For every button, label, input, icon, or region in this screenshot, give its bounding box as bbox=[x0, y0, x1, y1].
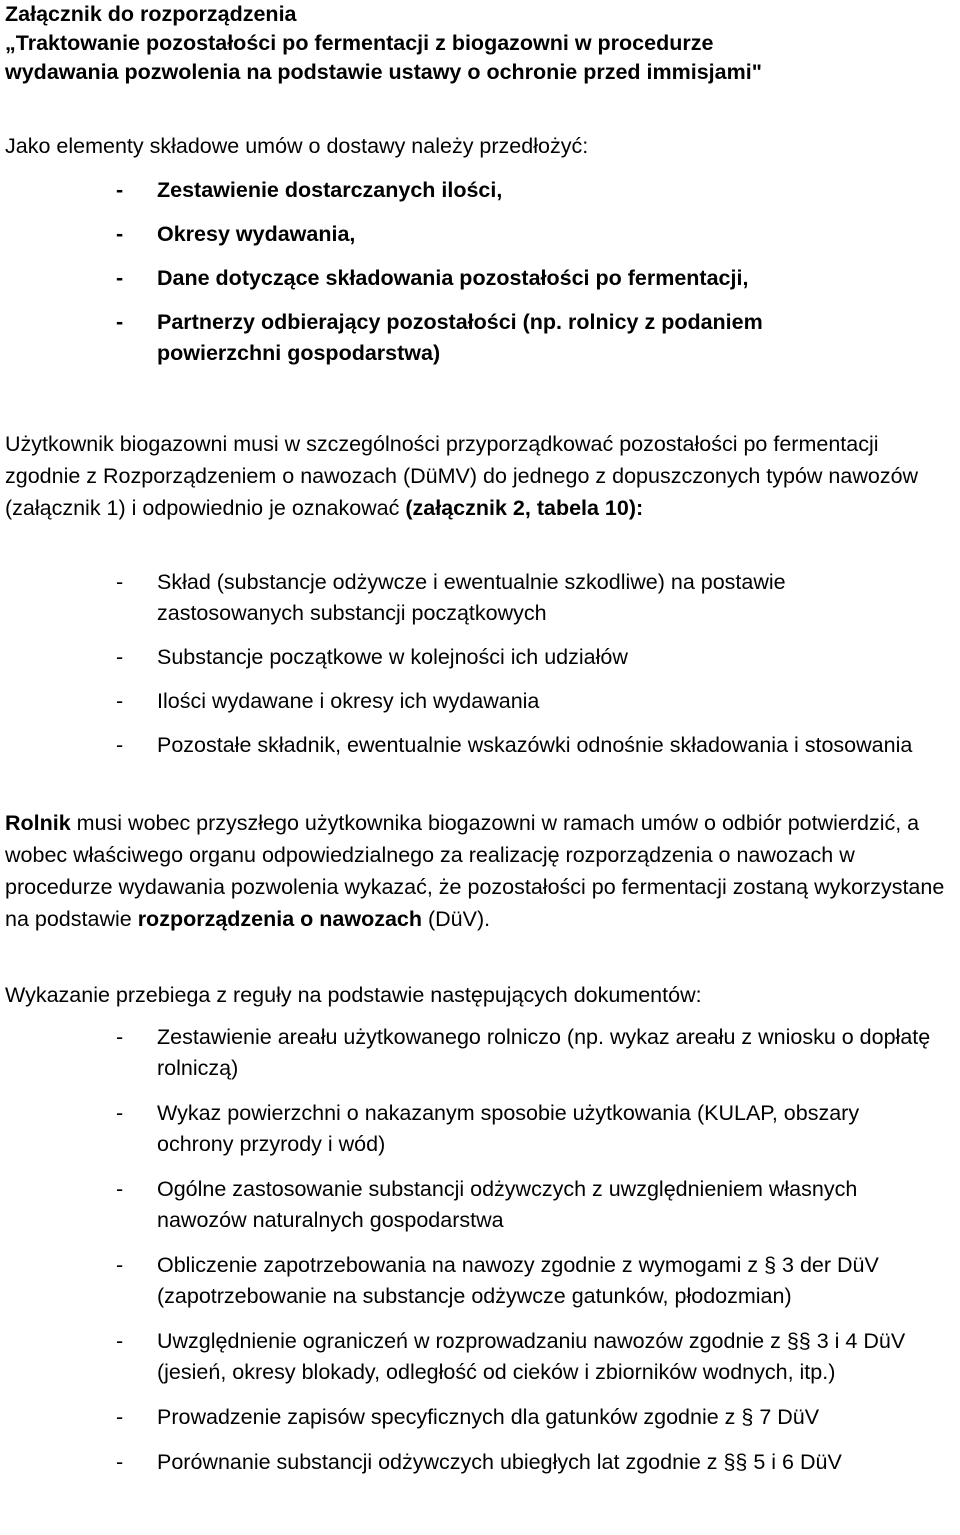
section2-paragraph: Użytkownik biogazowni musi w szczególności przyporządkować pozostałości po fermentacji zgodnie z Rozporządzeniem o nawozach (DüMV) do jednego z dopuszczonych typów nawozów (załącznik 1) i odpowiednio je oznakować (załącznik 2, tabela 10): bbox=[5, 432, 919, 520]
list-item: - Obliczenie zapotrzebowania na nawozy zgodnie z wymogami z § 3 der DüV (zapotrzebowanie na substancje odżywcze gatunków, płodozmian) bbox=[116, 1253, 879, 1308]
section3-paragraph: Rolnik musi wobec przyszłego użytkownika biogazowni w ramach umów o odbiór potwierdzić, a wobec właściwego organu odpowiedzialnego za realizację rozporządzenia o nawozach w procedurze wydawania pozwolenia wykazać, że pozostałości po fermentacji zostaną wykorzystane na podstawie rozporządzenia o nawozach (DüV). bbox=[5, 811, 945, 931]
header-line-1: Załącznik do rozporządzenia bbox=[5, 2, 297, 26]
list-item: - Uwzględnienie ograniczeń w rozprowadzaniu nawozów zgodnie z §§ 3 i 4 DüV (jesień, okresy blokady, odległość od cieków i zbiorników wodnych, itp.) bbox=[116, 1329, 906, 1384]
list-item: - Ilości wydawane i okresy ich wydawania bbox=[116, 689, 540, 713]
section4-intro: Wykazanie przebiega z reguły na podstawie następujących dokumentów: bbox=[5, 983, 702, 1007]
list-item: - Wykaz powierzchni o nakazanym sposobie użytkowania (KULAP, obszary ochrony przyrody i wód) bbox=[116, 1101, 860, 1156]
header-line-2: „Traktowanie pozostałości po fermentacji z biogazowni w procedurze bbox=[5, 31, 714, 55]
section1-list bbox=[0, 175, 960, 369]
section1-intro: Jako elementy składowe umów o dostawy należy przedłożyć: bbox=[5, 134, 589, 158]
list-item: - Pozostałe składnik, ewentualnie wskazówki odnośnie składowania i stosowania bbox=[116, 733, 913, 757]
list-item: - Substancje początkowe w kolejności ich udziałów bbox=[116, 645, 628, 669]
list-item: - Prowadzenie zapisów specyficznych dla gatunków zgodnie z § 7 DüV bbox=[116, 1405, 820, 1429]
section2-list bbox=[0, 567, 960, 761]
list-item: - Zestawienie dostarczanych ilości, bbox=[116, 178, 503, 202]
list-item: - Ogólne zastosowanie substancji odżywczych z uwzględnieniem własnych nawozów naturalnych gospodarstwa bbox=[116, 1177, 858, 1232]
list-item: - Skład (substancje odżywcze i ewentualnie szkodliwe) na postawie zastosowanych substancji początkowych bbox=[116, 570, 786, 625]
document-header bbox=[5, 0, 762, 87]
list-item: - Okresy wydawania, bbox=[116, 222, 356, 246]
header-line-3: wydawania pozwolenia na podstawie ustawy o ochronie przed immisjami" bbox=[5, 60, 762, 84]
list-item: - Zestawienie areału użytkowanego rolniczo (np. wykaz areału z wniosku o dopłatę rolniczą) bbox=[116, 1025, 931, 1080]
list-item: - Partnerzy odbierający pozostałości (np. rolnicy z podaniem powierzchni gospodarstwa) bbox=[116, 310, 763, 365]
list-item: - Porównanie substancji odżywczych ubiegłych lat zgodnie z §§ 5 i 6 DüV bbox=[116, 1450, 842, 1474]
section4-list bbox=[0, 1022, 960, 1478]
list-item: - Dane dotyczące składowania pozostałości po fermentacji, bbox=[116, 266, 749, 290]
